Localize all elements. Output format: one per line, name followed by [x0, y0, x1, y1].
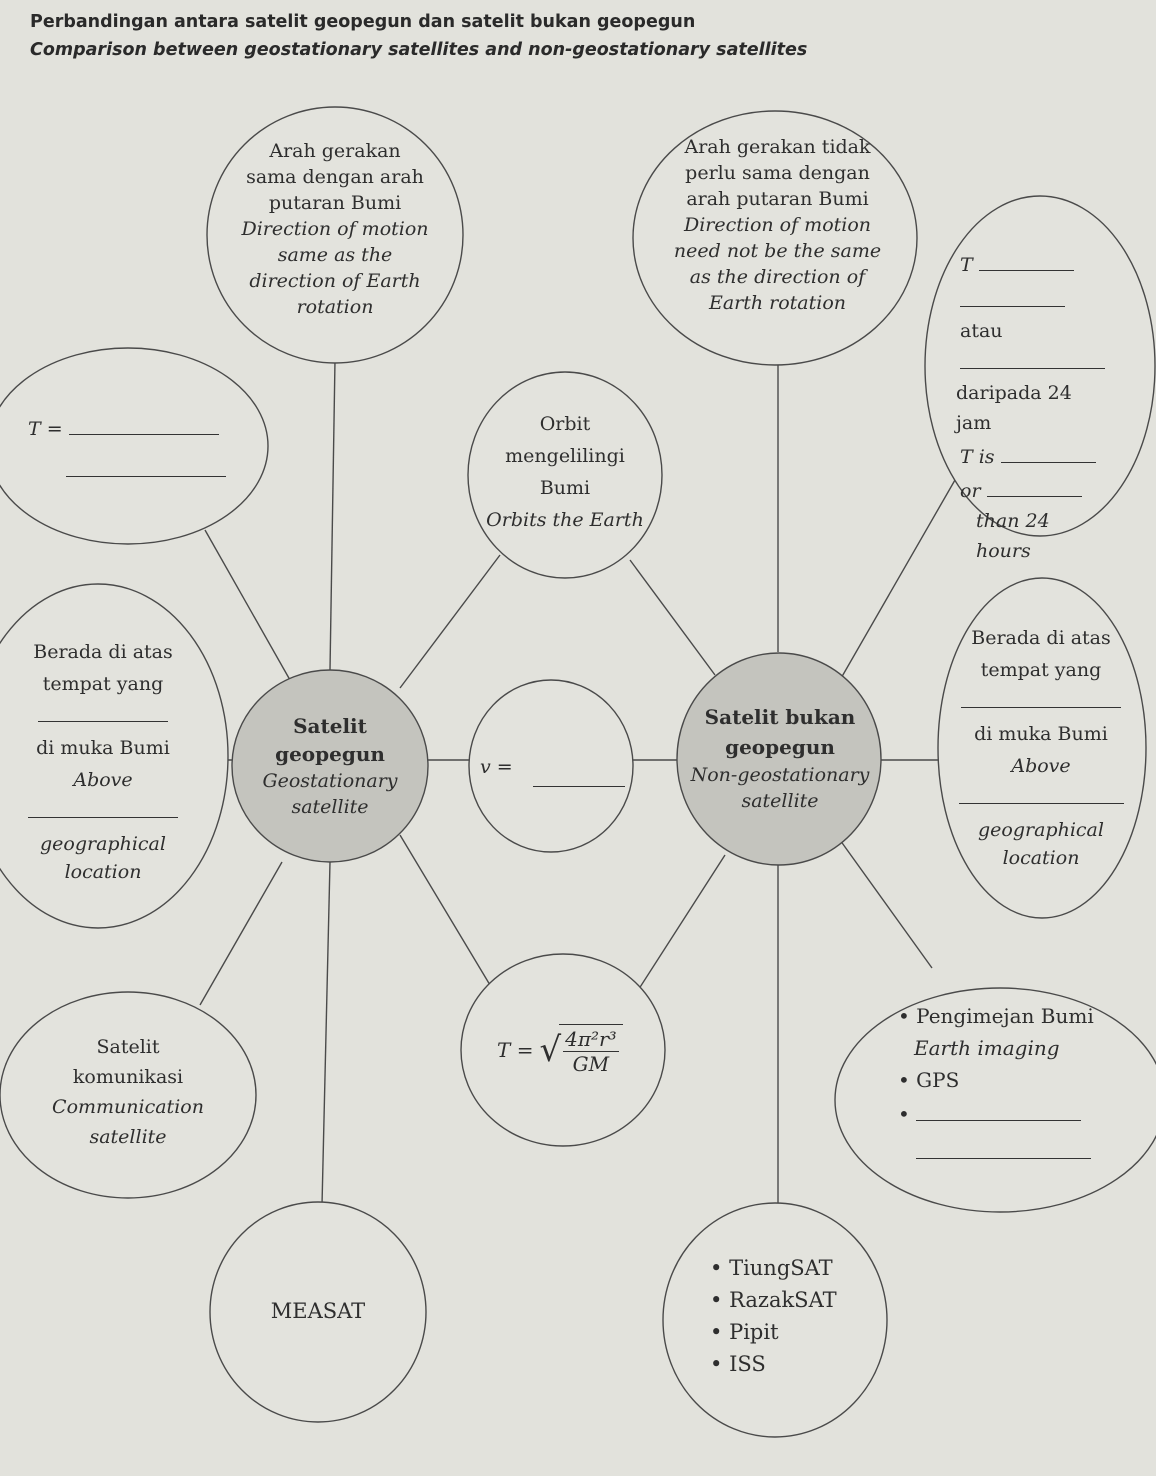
geo-example-text: MEASAT — [270, 1299, 366, 1323]
geo-location-ms-1: Berada di atas — [33, 641, 173, 663]
velocity-v-eq: v = — [480, 756, 513, 778]
example-pipit: Pipit — [729, 1320, 779, 1344]
geo-center-text — [240, 712, 420, 820]
use-item-1: Pengimejan Bumi — [916, 1004, 1094, 1028]
connector-nongeo-uses — [840, 840, 932, 968]
nongeo-period-text — [956, 250, 1110, 566]
geo-location-en-1: geographical — [40, 833, 166, 855]
nongeo-center-ms-2: geopegun — [725, 735, 835, 759]
geo-location-en-2: location — [64, 861, 142, 883]
nongeo-direction-ms-2: perlu sama dengan — [685, 162, 870, 184]
title-english: Comparison between geostationary satellites and non-geostationary satellites — [30, 40, 808, 60]
geo-location-text — [18, 636, 188, 888]
nongeo-direction-en-2: need not be the same — [673, 240, 882, 262]
blank-geo-location-1 — [38, 705, 168, 722]
comm-ms-1: Satelit — [96, 1036, 160, 1058]
geo-direction-en-4: rotation — [296, 296, 374, 318]
orbit-ms-1: Orbit — [539, 413, 591, 435]
blank-geo-location-2 — [28, 801, 178, 818]
geo-direction-text — [210, 138, 460, 320]
nongeo-direction-en-3: as the direction of — [689, 266, 866, 288]
nongeo-location-en-start: Above — [1011, 755, 1071, 777]
nongeo-period-t: T — [960, 254, 973, 276]
nongeo-center-text — [680, 702, 880, 814]
nongeo-location-ms-1: Berada di atas — [971, 627, 1111, 649]
comm-en-2: satellite — [89, 1126, 167, 1148]
comm-satellite-text — [30, 1032, 226, 1152]
connector-geo-period — [205, 530, 290, 680]
geo-direction-en-3: direction of Earth — [249, 270, 421, 292]
geo-direction-ms-2: sama dengan arah — [246, 166, 424, 188]
connector-geo-orbit — [400, 555, 500, 688]
geo-center-ms-1: Satelit — [293, 714, 367, 738]
nongeo-period-t-is: T is — [960, 446, 995, 468]
nongeo-center-ms-1: Satelit bukan — [704, 705, 856, 729]
nongeo-period-daripada: daripada 24 jam — [956, 382, 1072, 434]
nongeo-center-en-2: satellite — [741, 790, 819, 812]
geo-center-en-1: Geostationary — [262, 770, 398, 792]
title-malay: Perbandingan antara satelit geopegun dan satelit bukan geopegun — [30, 12, 696, 32]
geo-period-t-eq: T = — [28, 418, 63, 440]
nongeo-location-text — [955, 622, 1127, 874]
geo-direction-ms-1: Arah gerakan — [269, 140, 401, 162]
connector-nongeo-period — [840, 480, 955, 680]
example-tiungsat: TiungSAT — [729, 1256, 833, 1280]
nongeo-center-en-1: Non-geostationary — [690, 764, 870, 786]
use-item-2: GPS — [916, 1068, 960, 1092]
blank-nongeo-location-1 — [961, 691, 1121, 708]
connector-nongeo-formula — [635, 855, 725, 995]
nongeo-location-ms-2: tempat yang — [980, 659, 1102, 681]
nongeo-examples-list: • TiungSAT • RazakSAT • Pipit • ISS — [710, 1256, 837, 1376]
blank-nongeo-period-4 — [1001, 446, 1096, 463]
nongeo-direction-text — [650, 134, 905, 316]
connector-geo-direction — [330, 360, 335, 670]
geo-location-ms-2: tempat yang — [42, 673, 164, 695]
nongeo-period-or: or — [960, 480, 981, 502]
comm-en-1: Communication — [52, 1096, 204, 1118]
blank-nongeo-location-2 — [959, 787, 1124, 804]
nongeo-period-than: than 24 hours — [976, 510, 1050, 562]
orbit-text — [470, 408, 660, 536]
period-formula — [497, 1024, 623, 1076]
geo-center-ms-2: geopegun — [275, 742, 385, 766]
nongeo-direction-en-1: Direction of motion — [683, 214, 872, 236]
example-iss: ISS — [729, 1352, 766, 1376]
connector-nongeo-orbit — [630, 560, 715, 675]
orbit-ms-2: mengelilingi — [505, 445, 625, 467]
blank-velocity — [533, 770, 625, 787]
blank-nongeo-period-3 — [960, 352, 1105, 369]
formula-denominator: GM — [572, 1052, 610, 1076]
orbit-en: Orbits the Earth — [486, 509, 644, 531]
blank-geo-period-1 — [69, 418, 219, 435]
blank-nongeo-period-2 — [960, 290, 1065, 307]
comm-ms-2: komunikasi — [72, 1066, 184, 1088]
nongeo-uses-text: • Pengimejan Bumi Earth imaging • GPS • — [898, 1000, 1094, 1168]
geo-location-ms-end: di muka Bumi — [36, 737, 170, 759]
nongeo-location-en-1: geographical — [978, 819, 1104, 841]
nongeo-direction-ms-3: arah putaran Bumi — [686, 188, 869, 210]
blank-nongeo-period-5 — [987, 480, 1082, 497]
blank-use-item-4 — [916, 1142, 1091, 1159]
orbit-ms-3: Bumi — [539, 477, 591, 499]
formula-numerator: 4π²r³ — [565, 1027, 617, 1051]
geo-direction-en-2: same as the — [277, 244, 393, 266]
nongeo-location-en-2: location — [1002, 847, 1080, 869]
geo-center-en-2: satellite — [291, 796, 369, 818]
blank-use-item-3 — [916, 1104, 1081, 1121]
geo-direction-en-1: Direction of motion — [241, 218, 429, 240]
formula-radicand — [559, 1024, 622, 1076]
blank-geo-period-2 — [66, 460, 226, 477]
nongeo-period-atau: atau — [960, 320, 1003, 342]
nongeo-direction-ms-1: Arah gerakan tidak — [684, 136, 871, 158]
connector-geo-formula — [400, 835, 490, 985]
nongeo-direction-en-4: Earth rotation — [708, 292, 847, 314]
formula-lhs: T = — [497, 1038, 534, 1062]
nongeo-location-ms-end: di muka Bumi — [974, 723, 1108, 745]
geo-period-text — [28, 418, 226, 482]
geo-location-en-start: Above — [73, 769, 133, 791]
velocity-text — [480, 756, 625, 787]
blank-nongeo-period-1 — [979, 254, 1074, 271]
use-item-1-en: Earth imaging — [914, 1036, 1060, 1060]
example-razaksat: RazakSAT — [729, 1288, 837, 1312]
sqrt-symbol: √ — [539, 1030, 562, 1070]
geo-direction-ms-3: putaran Bumi — [268, 192, 402, 214]
connector-geo-comm — [200, 862, 282, 1005]
connector-geo-example — [322, 862, 330, 1205]
